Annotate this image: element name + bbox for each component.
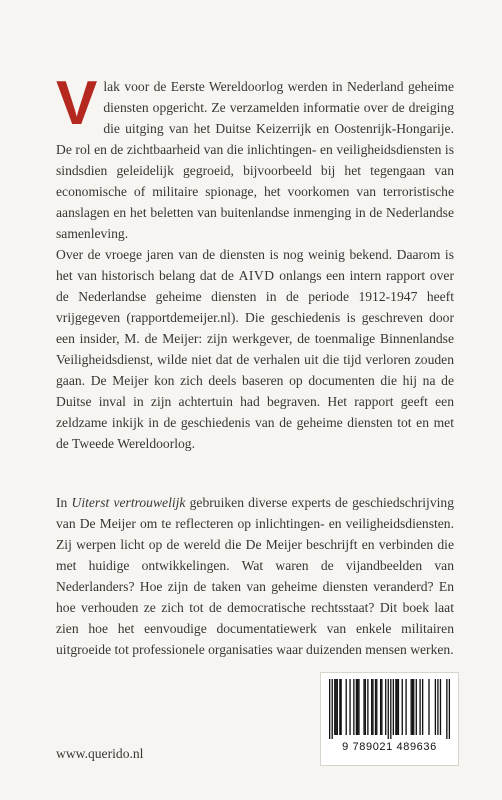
barcode-bar xyxy=(332,679,333,739)
barcode-bar xyxy=(411,679,412,735)
barcode-bar xyxy=(340,679,341,735)
barcode-bar xyxy=(422,679,423,735)
second-paragraph-start: In xyxy=(56,494,72,510)
second-text xyxy=(56,478,454,673)
intro-paragraph-2 xyxy=(56,244,454,454)
barcode-bar xyxy=(339,679,340,735)
aivd-abbreviation: AIVD xyxy=(238,268,275,283)
publisher-website: www.querido.nl xyxy=(56,746,144,761)
intro-text xyxy=(56,69,454,454)
barcode-bar xyxy=(416,679,417,735)
barcode-bar xyxy=(375,679,376,735)
barcode-bar xyxy=(337,679,338,735)
barcode-bar xyxy=(395,679,396,735)
barcode-bars xyxy=(329,679,450,739)
barcode-bar xyxy=(385,679,386,735)
barcode-bar xyxy=(412,679,413,735)
barcode-bar xyxy=(428,679,429,735)
barcode-bar xyxy=(419,679,420,735)
barcode-bar xyxy=(358,679,359,735)
barcode-bar xyxy=(446,679,447,739)
barcode-bar xyxy=(437,679,438,735)
barcode-bar xyxy=(449,679,450,739)
barcode-bar xyxy=(381,679,382,735)
barcode-digits: 9 789021 489636 xyxy=(342,741,437,753)
intro-paragraph-2-start: Over de vroege jaren van de diensten is nog weinig bekend. Daarom is het van historisch belang dat de xyxy=(56,247,454,283)
barcode-bar xyxy=(390,679,391,739)
barcode-bar xyxy=(349,679,350,735)
barcode-bar xyxy=(397,679,398,735)
second-paragraph xyxy=(56,492,454,660)
barcode-bar xyxy=(365,679,366,735)
barcode-bar xyxy=(405,679,406,735)
barcode-bar xyxy=(435,679,436,735)
barcode-bar xyxy=(371,679,372,735)
barcode-bar xyxy=(346,679,347,735)
barcode-bar xyxy=(388,679,389,739)
book-title: Uiterst vertrouwelijk xyxy=(71,494,186,510)
barcode-bar xyxy=(380,679,381,735)
barcode-bar xyxy=(402,679,403,735)
barcode-bar xyxy=(335,679,336,735)
barcode-bar xyxy=(367,679,368,735)
isbn-barcode xyxy=(320,672,459,766)
barcode-bar xyxy=(376,679,377,735)
barcode-bar xyxy=(363,679,364,735)
intro-paragraph-1-text: lak voor de Eerste Wereldoorlog werden in Nederland geheime diensten opgericht. Ze verzamelden informatie over de dreiging die uitging van het Duitse Keizerrijk en Oostenrijk-Hongarije. De rol en de zichtbaarheid van die inlichtingen- en veiligheidsdiensten is sindsdien geleidelijk gegroeid, bijvoorbeeld bij het tegengaan van economische of militaire spionage, het voorkomen van terroristische aanslagen en het beletten van buitenlandse inmenging in de Nederlandse samenleving. xyxy=(56,79,454,241)
drop-cap: V xyxy=(56,69,98,138)
second-paragraph-end: gebruiken diverse experts de geschiedschrijving van De Meijer om te reflecteren op inlichtingen- en veiligheidsdiensten. Zij werpen licht op de wereld die De Meijer beschrijft en verbinden die met huidige ontwikkelingen. Wat waren de vijandbeelden van Nederlanders? Hoe zijn de taken van geheime diensten veranderd? En hoe verhouden ze zich tot de democratische rechtsstaat? Dit boek laat zien hoe het eenvoudige documentatiewerk van enkele militairen uitgroeide tot professionele organisaties waar duizenden mensen werken. xyxy=(56,494,454,657)
barcode-bar xyxy=(353,679,354,735)
barcode-bar xyxy=(440,679,441,735)
barcode-bar xyxy=(329,679,330,739)
barcode-bar xyxy=(393,679,394,735)
barcode-bar xyxy=(356,679,357,735)
barcode-bar xyxy=(334,679,335,735)
intro-paragraph-2-end: onlangs een intern rapport over de Nederlandse geheime diensten in de periode 1912-1947 heeft vrijgegeven (rapportdemeijer.nl). Die geschiedenis is geschreven door een insider, M. de Meijer: zijn werkgever, de toenmalige Binnenlandse Veiligheidsdienst, wilde niet dat de verhalen uit die tijd verloren zouden gaan. De Meijer kon zich deels baseren op documenten die hij na de Duitse inval in zijn achtertuin had begraven. Het rapport geeft een zeldzame inkijk in de geschiedenis van de geheime diensten tot en met de Tweede Wereldoorlog. xyxy=(56,268,454,451)
barcode-bar xyxy=(372,679,373,735)
barcode-bar xyxy=(398,679,399,735)
barcode-bar xyxy=(413,679,414,735)
intro-paragraph-1 xyxy=(56,69,454,244)
barcode-bar xyxy=(357,679,358,735)
